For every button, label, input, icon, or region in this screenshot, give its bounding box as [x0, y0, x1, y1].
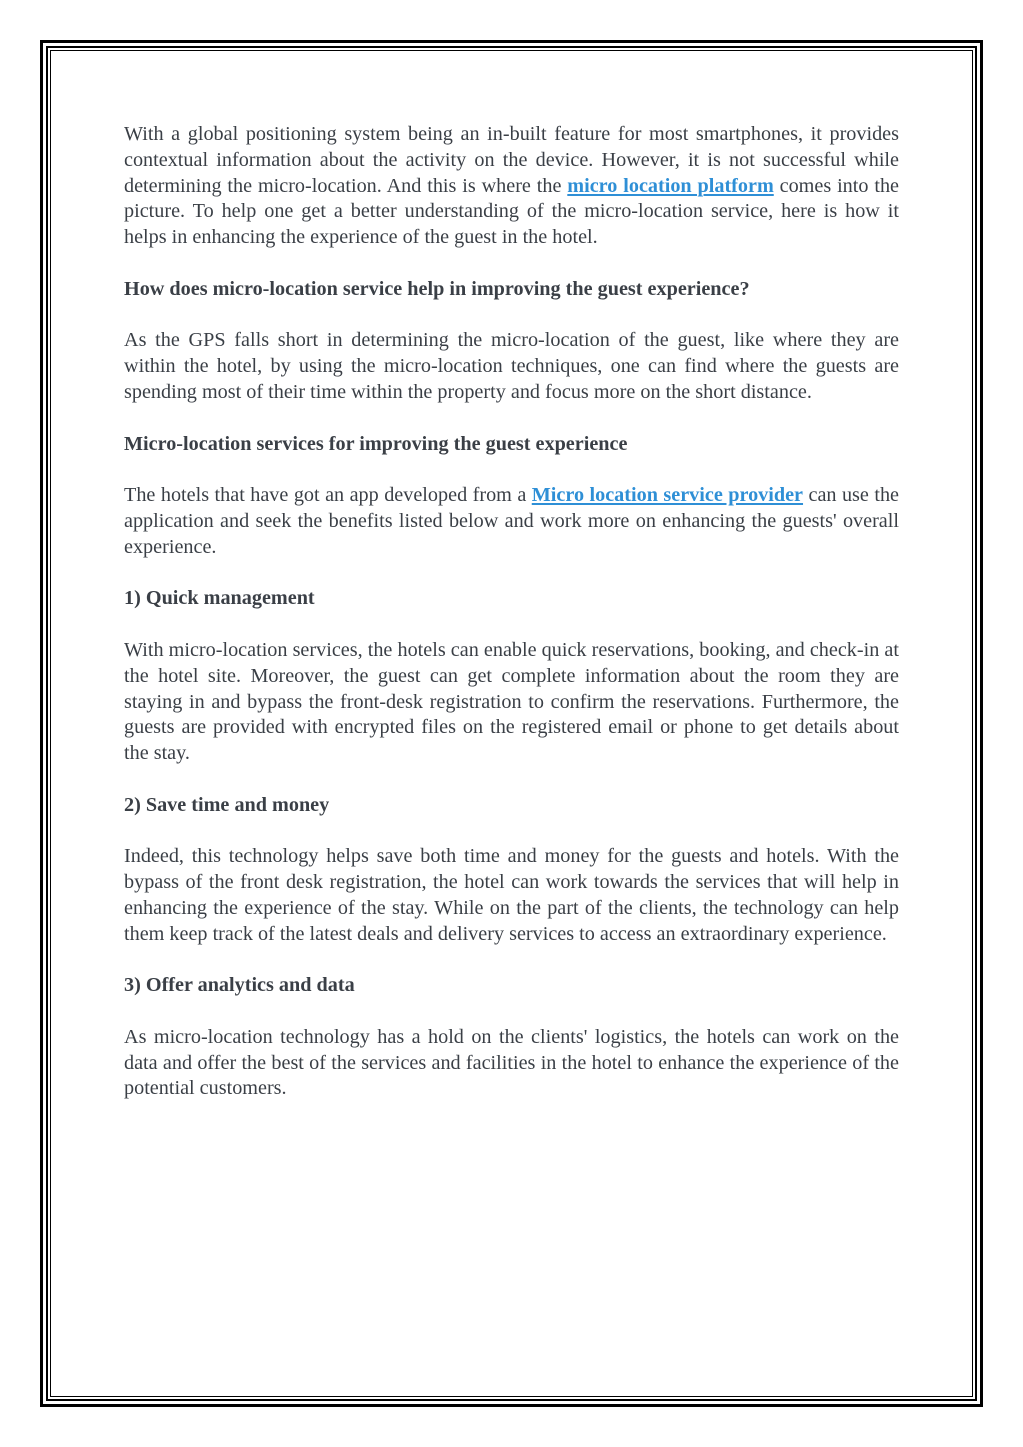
heading-save-time: 2) Save time and money [124, 793, 330, 816]
document-body [124, 122, 899, 1128]
heading-analytics: 3) Offer analytics and data [124, 974, 355, 997]
intro-text-start: With a global positioning system being an in-built feature for most smartphones, it provides contextual information about the activity on the device. However, it is not successful while determining the micro-location. And this is where the [124, 123, 899, 197]
heading-services: Micro-location services for improving the guest experience [124, 432, 628, 455]
quick-management-paragraph: With micro-location services, the hotels can enable quick reservations, booking, and check-in at the hotel site. Moreover, the guest can get complete information about the room they are staying in and bypass the front-desk registration to confirm the reservations. Furthermore, the guests are provided with encrypted files on the registered email or phone to get details about the stay. [124, 638, 899, 765]
intro-paragraph [124, 122, 899, 251]
heading-how-does: How does micro-location service help in improving the guest experience? [124, 277, 750, 300]
intro-text-end: comes into the picture. To help one get a better understanding of the micro-location service, here is how it helps in enhancing the experience of the guest in the hotel. [124, 174, 900, 249]
hotels-paragraph [124, 483, 899, 560]
save-time-paragraph: Indeed, this technology helps save both time and money for the guests and hotels. With the bypass of the front desk registration, the hotel can work towards the services that will help in enhancing the experience of the stay. While on the part of the clients, the technology can help them keep track of the latest deals and delivery services to access an extraordinary experience. [124, 845, 899, 945]
micro-location-service-provider-link[interactable]: Micro location service provider [531, 484, 804, 507]
gps-paragraph: As the GPS falls short in determining the micro-location of the guest, like where they are within the hotel, by using the micro-location techniques, one can find where the guests are spending most of their time within the property and focus more on the short distance. [124, 329, 899, 403]
heading-quick-management: 1) Quick management [124, 587, 315, 610]
analytics-paragraph: As micro-location technology has a hold on the clients' logistics, the hotels can work on the data and offer the best of the services and facilities in the hotel to enhance the experience of the potential customers. [124, 1025, 899, 1100]
hotels-text-start: The hotels that have got an app developed from a [124, 484, 532, 507]
micro-location-platform-link[interactable]: micro location platform [567, 174, 774, 197]
hotels-text-end: can use the application and seek the benefits listed below and work more on enhancing the guests' overall experience. [124, 484, 899, 558]
